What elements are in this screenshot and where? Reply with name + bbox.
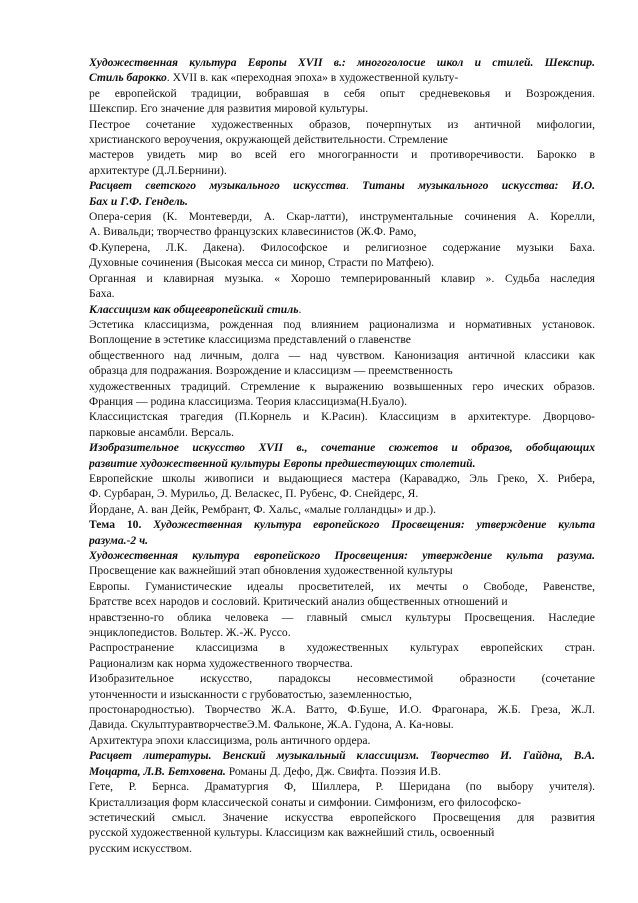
body-text: Ф. Сурбаран, Э. Мурильо, Д. Веласкес, П. Рубенс, Ф. Снейдерс, Я. — [89, 487, 419, 501]
body-text: А. Вивальди; творчество французских клавесинистов (Ж.Ф. Рамо, — [89, 225, 417, 239]
emphasized-text: Изобразительное искусство XVII в., сочетание сюжетов и образов, обобщающих — [89, 441, 595, 455]
text-line — [89, 594, 595, 609]
text-line — [89, 286, 595, 301]
emphasized-text: разума.-2 ч. — [89, 533, 149, 547]
body-text: Йордане, А. ван Дейк, Рембрант, Ф. Хальс, «малые голландцы» и др.). — [89, 502, 436, 516]
text-line — [89, 640, 595, 655]
emphasized-text: Тема 10. — [89, 518, 154, 532]
body-text: художественных традиций. Стремление к выражению возвышенных геро ических образов. — [89, 379, 595, 393]
body-text: мастеров увидеть мир во всей его многогранности и противоречивости. Барокко в — [89, 148, 595, 162]
text-line — [89, 317, 595, 332]
text-line — [89, 132, 595, 147]
emphasized-text: Бах и Г.Ф. Гендель. — [89, 194, 188, 208]
body-text: Рационализм как норма художественного творчества. — [89, 656, 353, 670]
body-text: нравстзенно-го облика человека — главный смысл культуры Просвещения. Наследие — [89, 610, 595, 624]
text-line — [89, 764, 595, 779]
body-text: Кристаллизация форм классической сонаты и симфонии. Симфонизм, его философско- — [89, 795, 522, 809]
body-text: . — [298, 302, 302, 316]
text-line — [89, 610, 595, 625]
text-line — [89, 625, 595, 640]
body-text: Ф.Куперена, Л.К. Дакена). Философское и религиозное содержание музыки Баха. — [89, 240, 595, 254]
document-page — [89, 55, 595, 856]
body-text: энциклопедистов. Вольтер. Ж.-Ж. Руссо. — [89, 626, 291, 640]
emphasized-text: Расцвет литературы. Венский музыкальный классицизм. Творчество И. Гайдна, В.А. — [89, 749, 595, 763]
text-line — [89, 517, 595, 532]
text-line — [89, 795, 595, 810]
text-line — [89, 86, 595, 101]
body-text: утонченности и изысканности с грубоватостью, заземленностью, — [89, 687, 412, 701]
text-line — [89, 163, 595, 178]
body-text: ре европейской традиции, вобравшая в себя опыт средневековья и Возрождения. — [89, 86, 595, 100]
body-text: Шекспир. Его значение для развития мировой культуры. — [89, 102, 369, 116]
body-text: Органная и клавирная музыка. « Хорошо темперированный клавир ». Судьба наследия — [89, 271, 595, 285]
text-line — [89, 409, 595, 424]
body-text: Опера-серия (К. Монтеверди, А. Скар-латти), инструментальные сочинения А. Корелли, — [89, 210, 595, 224]
body-text: архитектуре (Д.Л.Бернини). — [89, 163, 227, 177]
body-text: простонародностью). Творчество Ж.А. Ватто, Ф.Буше, И.О. Фрагонара, Ж.Б. Греза, Ж.Л. — [89, 703, 595, 717]
text-line — [89, 733, 595, 748]
body-text: Европейские школы живописи и выдающиеся мастера (Караваджо, Эль Греко, Х. Рибера, — [89, 471, 595, 485]
text-line — [89, 117, 595, 132]
body-text: . XVII в. как «переходная эпоха» в художественной культу- — [166, 71, 459, 85]
emphasized-text: Моцарта, Л.В. Бетховена. — [89, 764, 226, 778]
body-text: Эстетика классицизма, рожденная под влиянием рационализма и нормативных установок. — [89, 317, 595, 331]
text-line — [89, 717, 595, 732]
text-line — [89, 440, 595, 455]
body-text: христианского вероучения, окружающей действительности. Стремление — [89, 133, 448, 147]
body-text: Архитектура эпохи классицизма, роль античного ордера. — [89, 733, 371, 747]
text-line — [89, 194, 595, 209]
text-line — [89, 841, 595, 856]
body-text: Франция — родина классицизма. Теория классицизма(Н.Буало). — [89, 394, 407, 408]
body-text: . — [345, 179, 363, 193]
body-text: Пестрое сочетание художественных образов, почерпнутых из античной мифологии, — [89, 117, 595, 131]
text-line — [89, 687, 595, 702]
emphasized-text: Расцвет светского музыкального искусства — [89, 179, 346, 193]
body-text: Европы. Гуманистические идеалы просветителей, их мечты о Свободе, Равенстве, — [89, 579, 595, 593]
text-line — [89, 379, 595, 394]
text-line — [89, 209, 595, 224]
text-line — [89, 255, 595, 270]
body-text: Воплощение в эстетике классицизма представлений о главенстве — [89, 333, 411, 347]
body-text: Гете, Р. Бернса. Драматургия Ф, Шиллера, Р. Шеридана (по выбору учителя). — [89, 780, 595, 794]
text-line — [89, 363, 595, 378]
body-text: Баха. — [89, 287, 115, 301]
text-line — [89, 656, 595, 671]
text-line — [89, 147, 595, 162]
text-line — [89, 533, 595, 548]
text-line — [89, 240, 595, 255]
text-line — [89, 579, 595, 594]
body-text: Духовные сочинения (Высокая месса си минор, Страсти по Матфею). — [89, 256, 435, 270]
body-text: Братстве всех народов и сословий. Критический анализ общественных отношений и — [89, 595, 508, 609]
text-line — [89, 702, 595, 717]
text-line — [89, 55, 595, 70]
body-text: русским искусством. — [89, 841, 192, 855]
text-line — [89, 70, 595, 85]
text-line — [89, 563, 595, 578]
emphasized-text: Художественная культура Европы XVII в.: многоголосие школ и стилей. Шекспир. — [89, 56, 595, 69]
text-line — [89, 456, 595, 471]
text-line — [89, 779, 595, 794]
body-text: Просвещение как важнейший этап обновления художественной культуры — [89, 564, 453, 578]
text-line — [89, 671, 595, 686]
body-text: Романы Д. Дефо, Дж. Свифта. Поэзия И.В. — [225, 764, 441, 778]
emphasized-text: Титаны музыкального искусства: И.О. — [362, 179, 595, 193]
body-text: общественного над личным, долга — над чувством. Канонизация античной классики как — [89, 348, 595, 362]
text-line — [89, 548, 595, 563]
body-text: образца для подражания. Возрождение и классицизм — преемственность — [89, 364, 453, 378]
body-text: Распространение классицизма в художественных культурах европейских стран. — [89, 641, 595, 655]
text-line — [89, 332, 595, 347]
text-line — [89, 348, 595, 363]
text-line — [89, 178, 595, 193]
text-line — [89, 502, 595, 517]
body-text: парковые ансамбли. Версаль. — [89, 425, 234, 439]
body-text: эстетический смысл. Значение искусства европейского Просвещения для развития — [89, 810, 595, 824]
body-text: Изобразительное искусство, парадоксы несовместимой образности (сочетание — [89, 672, 595, 686]
emphasized-text: Художественная культура европейского Просвещения: утверждение культа разума. — [89, 549, 595, 562]
body-text: русской художественной культуры. Классицизм как важнейший стиль, освоенный — [89, 826, 495, 840]
text-line — [89, 271, 595, 286]
text-line — [89, 224, 595, 239]
emphasized-text: Классицизм как общеевропейский стиль — [89, 302, 299, 316]
text-line — [89, 486, 595, 501]
body-text: Классицистская трагедия (П.Корнель и К.Расин). Классицизм в архитектуре. Дворцово- — [89, 410, 595, 424]
text-line — [89, 471, 595, 486]
text-line — [89, 748, 595, 763]
emphasized-text: развитие художественной культуры Европы предшествующих столетий. — [89, 456, 476, 470]
text-line — [89, 810, 595, 825]
text-line — [89, 425, 595, 440]
text-line — [89, 101, 595, 116]
text-line — [89, 825, 595, 840]
emphasized-text: Художественная культура европейского Просвещения: утверждение культа — [153, 518, 595, 532]
text-line — [89, 394, 595, 409]
emphasized-text: Стиль барокко — [89, 71, 167, 85]
text-line — [89, 302, 595, 317]
body-text: Давида. СкульптуравтворчествеЭ.М. Фальконе, Ж.А. Гудона, А. Ка-новы. — [89, 718, 454, 732]
